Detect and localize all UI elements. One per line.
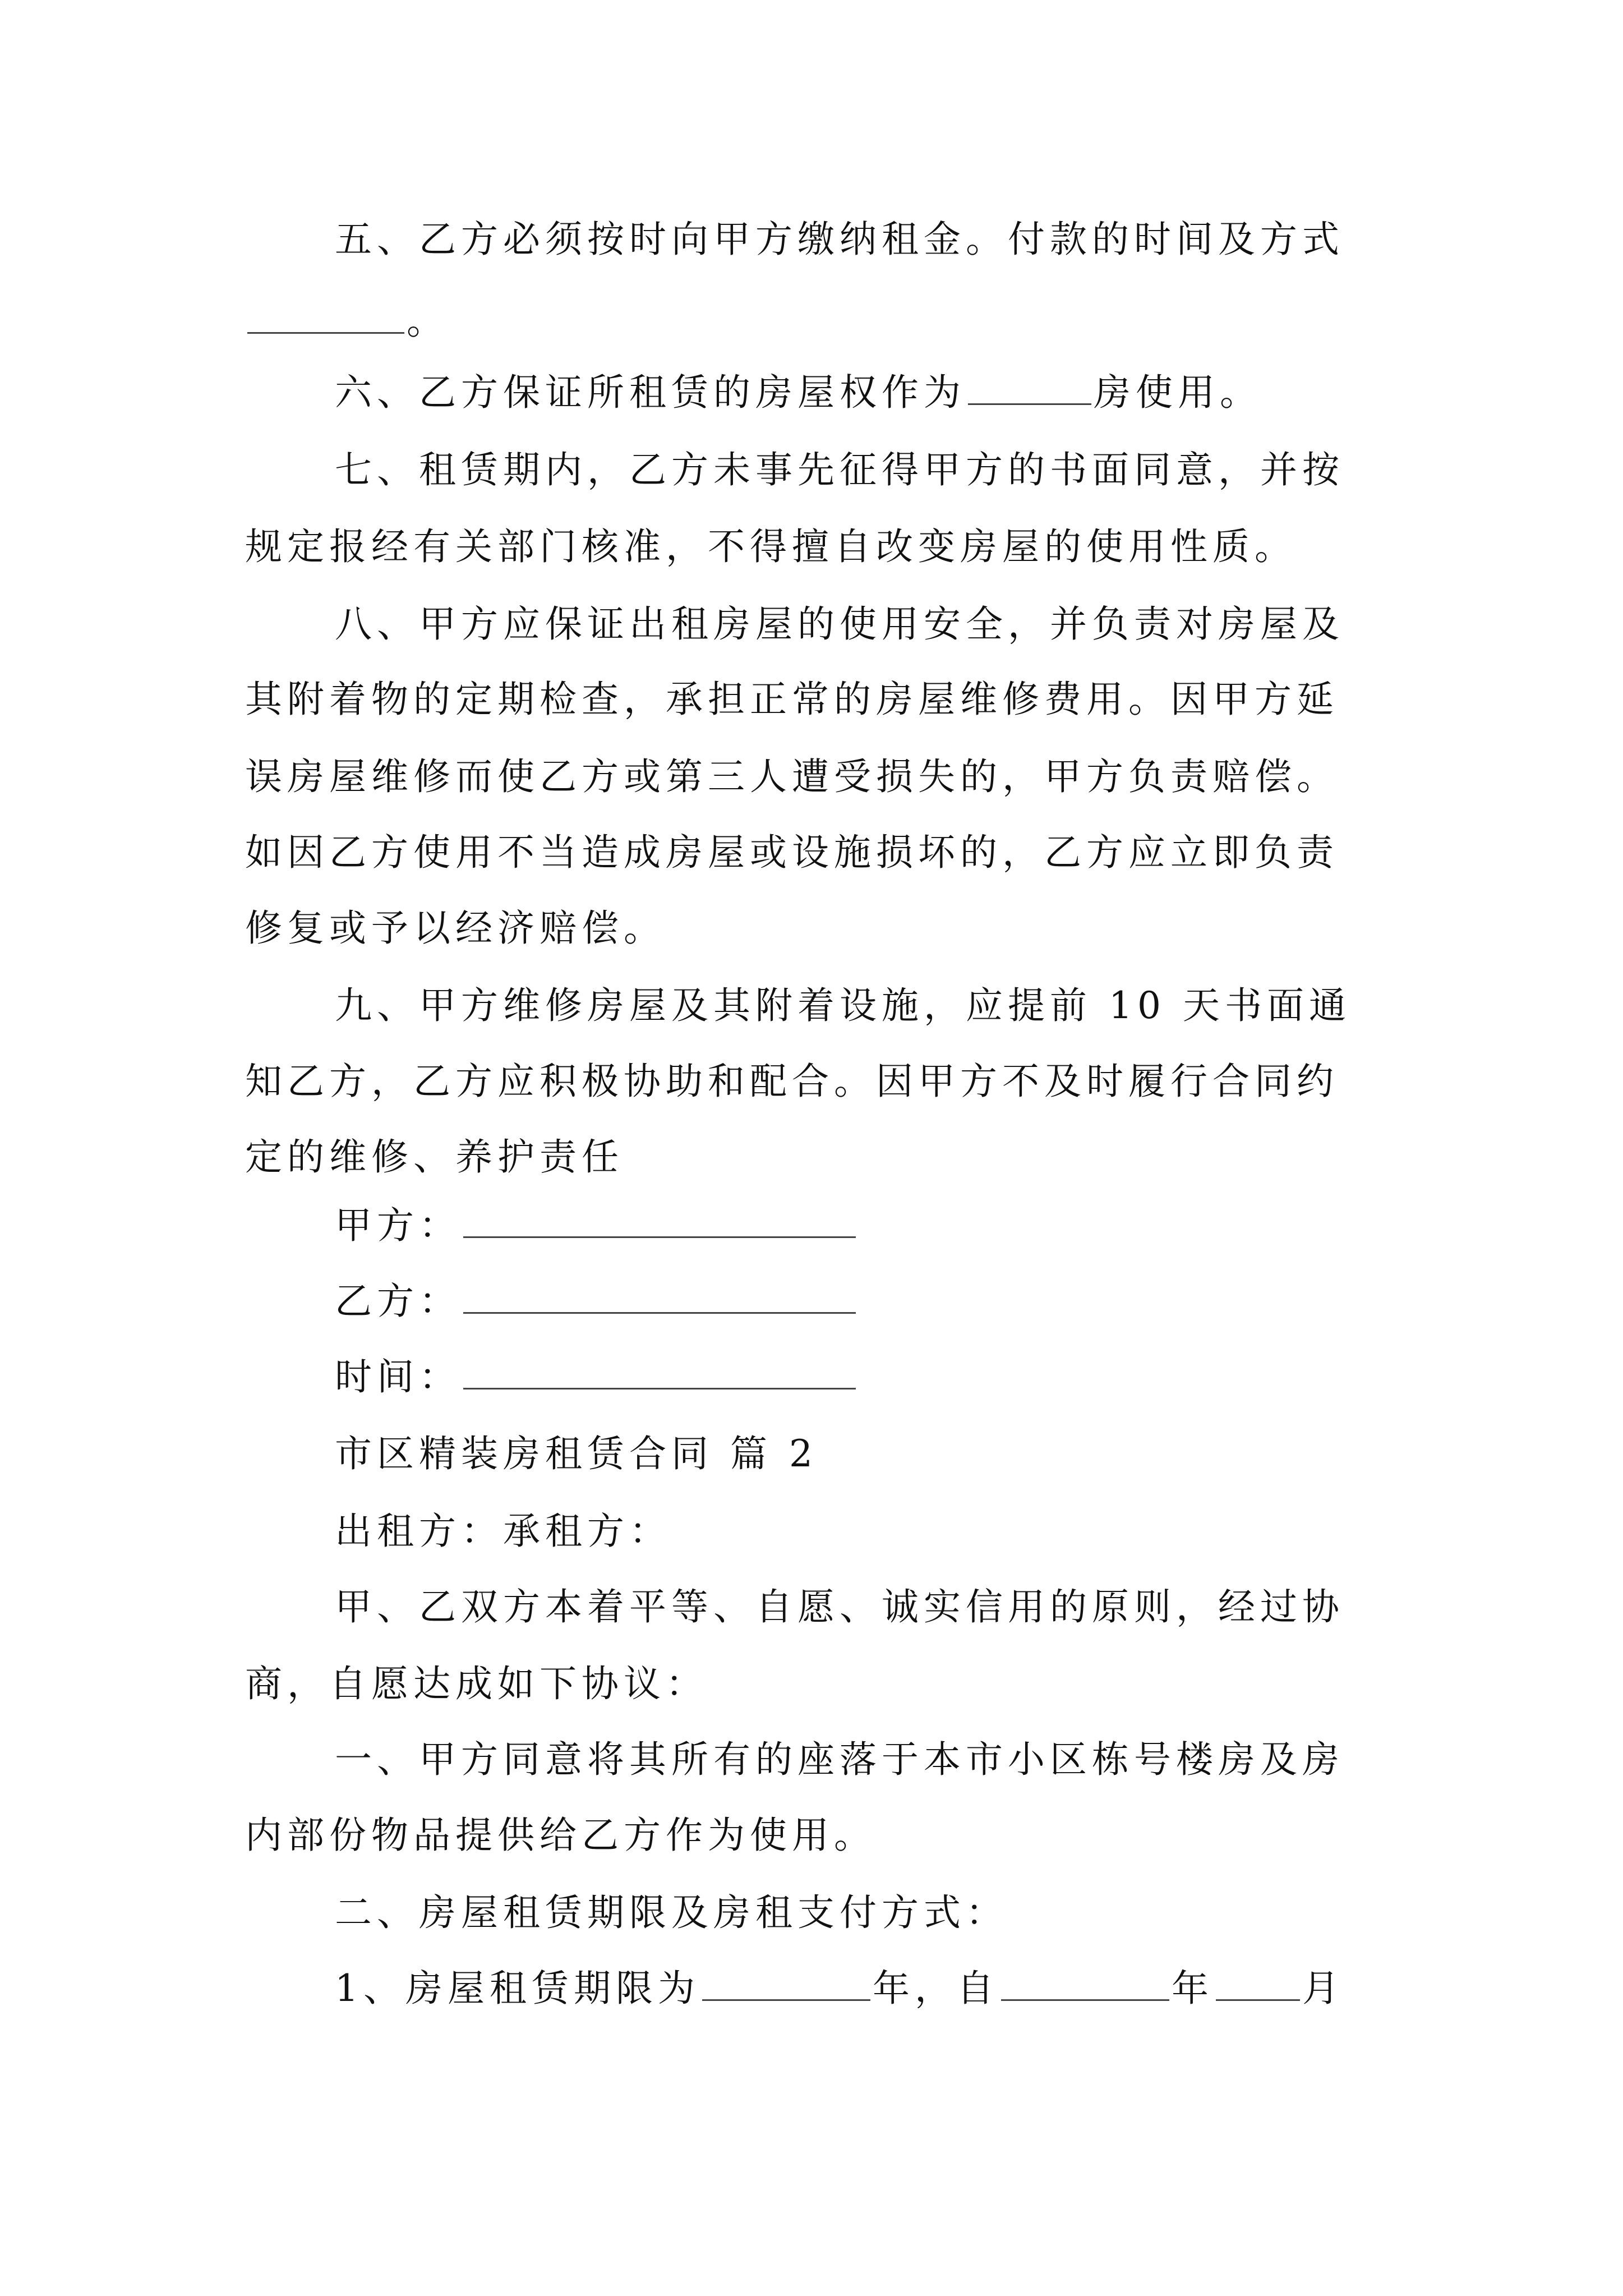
party-b-signature-line: [463, 1277, 856, 1314]
signature-time: [335, 1352, 858, 1402]
section-2-item-2: 二、房屋租赁期限及房租支付方式：: [335, 1891, 1008, 1934]
fill-blank-start-month: [1216, 1964, 1300, 2001]
paragraph-7-line-1: 七、租赁期内，乙方未事先征得甲方的书面同意，并按: [335, 448, 1344, 491]
paragraph-8-line-3: 误房屋维修而使乙方或第三人遭受损失的，甲方负责赔偿。: [245, 755, 1339, 798]
lease-start-year-label: 年: [1172, 1967, 1214, 2010]
paragraph-9-line-1: 九、甲方维修房屋及其附着设施，应提前 10 天书面通: [335, 984, 1351, 1027]
section-2-intro-line-1: 甲、乙双方本着平等、自愿、诚实信用的原则，经过协: [335, 1585, 1344, 1628]
paragraph-8-line-1: 八、甲方应保证出租房屋的使用安全，并负责对房屋及: [335, 602, 1344, 646]
paragraph-5-end: 。: [407, 300, 449, 343]
paragraph-5-line-2: [245, 296, 449, 347]
paragraph-6: [335, 367, 1262, 418]
section-2-title: 市区精装房租赁合同 篇 2: [335, 1432, 818, 1475]
paragraph-6-start: 六、乙方保证所租赁的房屋权作为: [335, 371, 966, 414]
fill-blank-lease-years: [702, 1964, 870, 2001]
paragraph-7-line-2: 规定报经有关部门核准，不得擅自改变房屋的使用性质。: [245, 525, 1297, 568]
paragraph-5-line-1: 五、乙方必须按时向甲方缴纳租金。付款的时间及方式: [335, 218, 1344, 261]
section-2-item-1-line-2: 内部份物品提供给乙方作为使用。: [245, 1814, 876, 1857]
section-2-item-2-1: [335, 1963, 1344, 2014]
paragraph-9-line-2: 知乙方，乙方应积极协助和配合。因甲方不及时履行合同约: [245, 1060, 1339, 1103]
fill-blank-start-year: [1001, 1964, 1169, 2001]
fill-blank-payment-method: [247, 297, 404, 334]
lease-term-label: 1、房屋租赁期限为: [335, 1967, 700, 2010]
section-2-intro-line-2: 商，自愿达成如下协议：: [245, 1662, 708, 1705]
time-label: 时间：: [335, 1355, 461, 1398]
fill-blank-usage: [968, 369, 1091, 405]
section-2-parties: 出租方：承租方：: [335, 1510, 671, 1553]
paragraph-8-line-2: 其附着物的定期检查，承担正常的房屋维修费用。因甲方延: [245, 678, 1339, 721]
paragraph-9-line-3: 定的维修、养护责任: [245, 1135, 624, 1179]
signature-party-a: [335, 1200, 858, 1251]
signature-party-b: [335, 1276, 858, 1327]
paragraph-8-line-4: 如因乙方使用不当造成房屋或设施损坏的，乙方应立即负责: [245, 831, 1339, 874]
party-a-label: 甲方：: [335, 1204, 461, 1247]
time-signature-line: [463, 1353, 856, 1389]
paragraph-6-end: 房使用。: [1094, 371, 1262, 414]
section-2-item-1-line-1: 一、甲方同意将其所有的座落于本市小区栋号楼房及房: [335, 1738, 1344, 1781]
party-a-signature-line: [463, 1202, 856, 1238]
party-b-label: 乙方：: [335, 1280, 461, 1323]
lease-start-month-label: 月: [1302, 1967, 1344, 2010]
lease-term-year-from: 年，自: [873, 1967, 999, 2010]
paragraph-8-line-5: 修复或予以经济赔偿。: [245, 907, 666, 950]
